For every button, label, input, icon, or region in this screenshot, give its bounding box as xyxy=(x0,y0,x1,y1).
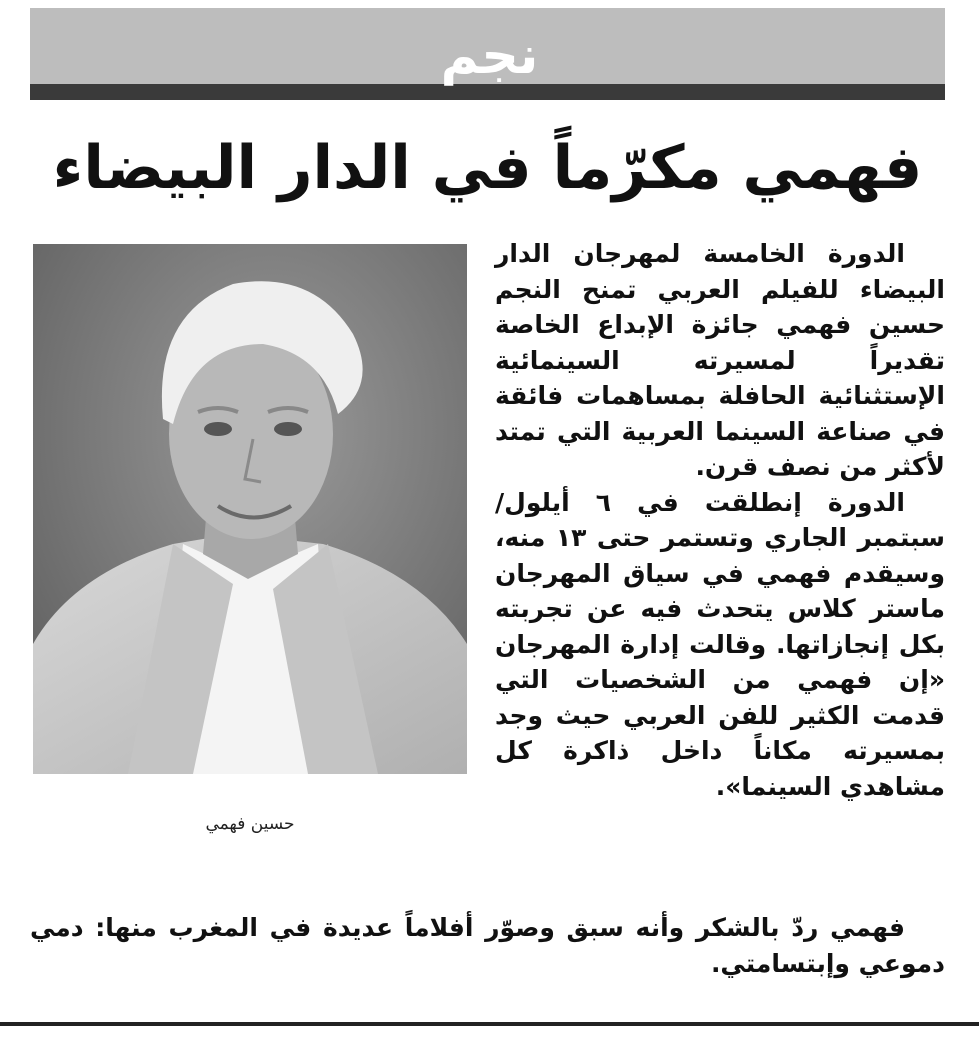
article-photo xyxy=(33,244,467,774)
article-headline: فهمي مكرّماً في الدار البيضاء xyxy=(52,133,923,203)
article-body-full-width xyxy=(30,910,945,981)
page-bottom-rule xyxy=(0,1022,979,1026)
article-body-column xyxy=(495,236,945,804)
article-paragraph-3: فهمي ردّ بالشكر وأنه سبق وصوّر أفلاماً عديدة في المغرب منها: دمي دموعي وإبتسامتي. xyxy=(30,913,945,978)
article-paragraph-1: الدورة الخامسة لمهرجان الدار البيضاء للفيلم العربي تمنح النجم حسين فهمي جائزة الإبداع الخاصة تقديراً لمسيرته السينمائية الإستثنائية الحافلة بمساهمات فائقة في صناعة السينما العربية التي تمتد لأكثر من نصف قرن. xyxy=(495,239,945,481)
photo-caption: حسين فهمي xyxy=(205,814,295,834)
section-header-rule xyxy=(30,84,945,100)
portrait-illustration xyxy=(33,244,467,774)
article-paragraph-2: الدورة إنطلقت في ٦ أيلول/ سبتمبر الجاري وتستمر حتى ١٣ منه، وسيقدم فهمي في سياق المهرجان ماستر كلاس يتحدث فيه عن تجربته بكل إنجازاتها. وقالت إدارة المهرجان «إن فهمي من الشخصيات التي قدمت الكثير للفن العربي حيث وجد بمسيرته مكاناً داخل ذاكرة كل مشاهدي السينما». xyxy=(495,487,945,801)
section-label: نجم xyxy=(440,26,539,86)
